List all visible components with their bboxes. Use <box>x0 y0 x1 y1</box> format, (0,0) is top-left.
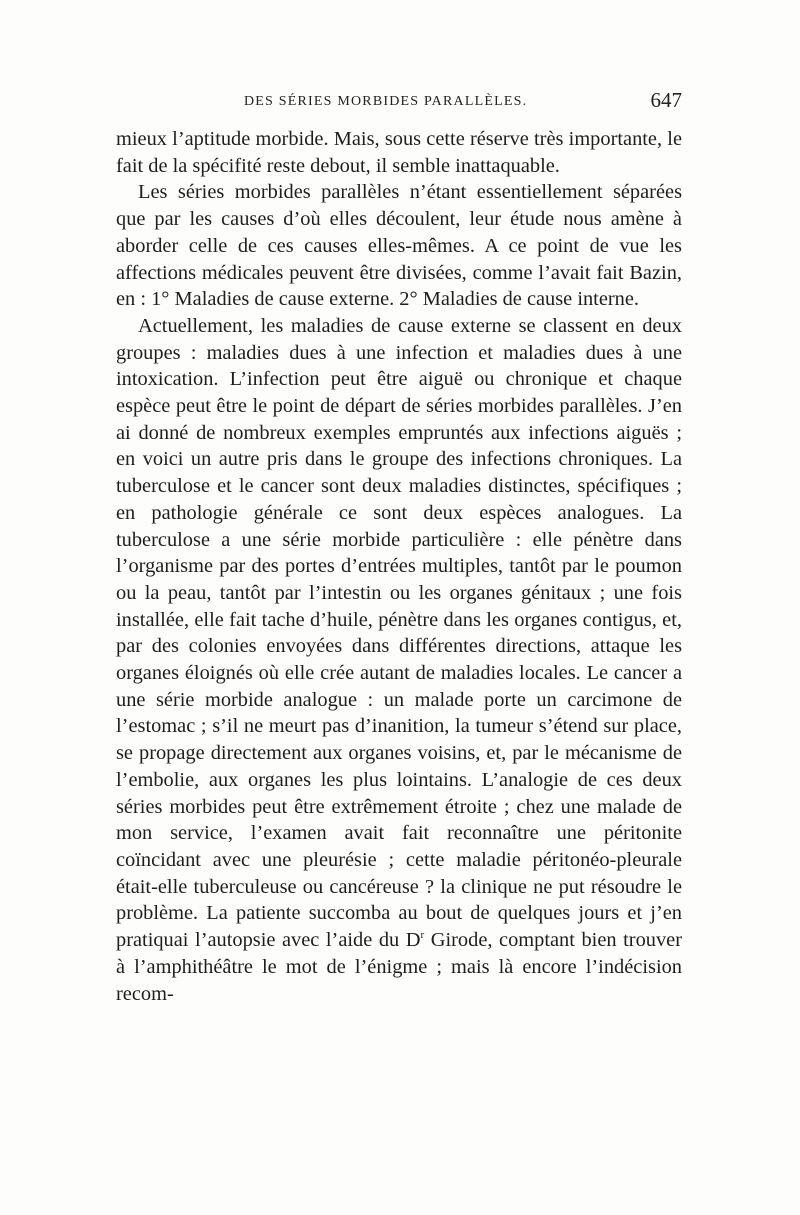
page-number: 647 <box>650 88 682 112</box>
paragraph-external-causes <box>116 313 682 1007</box>
paragraph-causes: Les séries morbides parallèles n’étant essentiellement séparées que par les causes d’où elles découlent, leur étude nous amène à aborder celle de ces causes elles-mêmes. A ce point de vue les affections médicales peuvent être divisées, comme l’avait fait Bazin, en : 1° Maladies de cause externe. 2° Maladies de cause interne. <box>116 181 682 311</box>
running-title: DES SÉRIES MORBIDES PARALLÈLES. <box>244 94 528 109</box>
paragraph-continuation: mieux l’aptitude morbide. Mais, sous cette réserve très importante, le fait de la spécifité reste debout, il semble inattaquable. <box>116 128 682 177</box>
doctor-superscript: r <box>420 929 425 942</box>
paragraph-external-causes-end: Girode, comptant bien trouver à l’amphithéâtre le mot de l’énigme ; mais là encore l’indécision recom- <box>116 929 682 1005</box>
paragraph-external-causes-text: Actuellement, les maladies de cause externe se classent en deux groupes : maladies dues à une infection et maladies dues à une intoxication. L’infection peut être aiguë ou chronique et chaque espèce peut être le point de départ de séries morbides parallèles. J’en ai donné de nombreux exemples empruntés aux infections aiguës ; en voici un autre pris dans le groupe des infections chroniques. La tuberculose et le cancer sont deux maladies distinctes, spécifiques ; en pathologie générale ce sont deux espèces analogues. La tuberculose a une série morbide particulière : elle pénètre dans l’organisme par des portes d’entrées multiples, tantôt par le poumon ou la peau, tantôt par l’intestin ou les organes génitaux ; une fois installée, elle fait tache d’huile, pénètre dans les organes contigus, et, par des colonies envoyées dans différentes directions, attaque les organes éloignés où elle crée autant de maladies locales. Le cancer a une série morbide analogue : un malade porte un carcimone de l’estomac ; s’il ne meurt pas d’inanition, la tumeur s’étend sur place, se propage directement aux organes voisins, et, par le mécanisme de l’embolie, aux organes les plus lointains. L’analogie de ces deux séries morbides peut être extrêmement étroite ; chez une malade de mon service, l’examen avait fait reconnaître une péritonite coïncidant avec une pleurésie ; cette maladie péritonéo-pleurale était-elle tuberculeuse ou cancéreuse ? la clinique ne put résoudre le problème. La patiente succomba au bout de quelques jours et j’en pratiquai l’autopsie avec l’aide du D <box>116 314 682 952</box>
body-text <box>116 126 682 1007</box>
page-header <box>116 88 682 118</box>
